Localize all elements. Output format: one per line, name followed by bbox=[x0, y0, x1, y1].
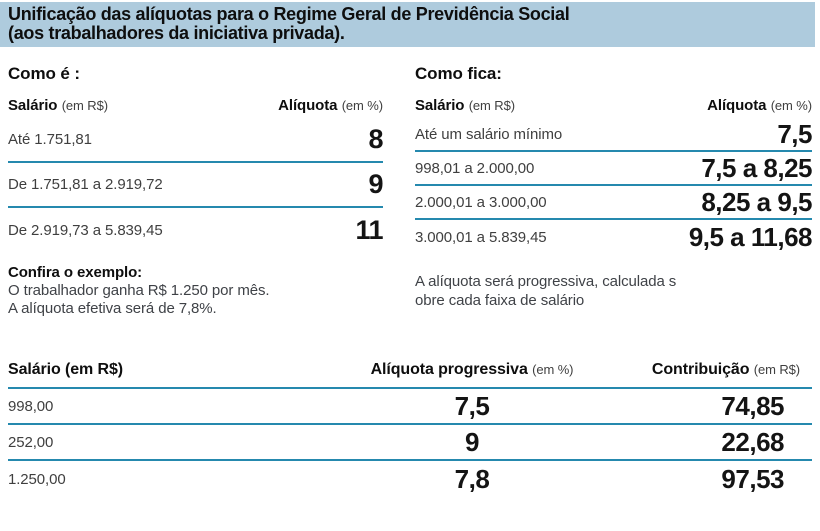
progressive-rate-column-header bbox=[332, 361, 612, 379]
rate-value: 9 bbox=[368, 169, 383, 199]
header-title-line1: Unificação das alíquotas para o Regime Geral de Previdência Social bbox=[8, 4, 570, 24]
table-row bbox=[8, 208, 383, 253]
example-title: Confira o exemplo: bbox=[8, 264, 143, 281]
salary-range: Até um salário mínimo bbox=[415, 125, 563, 143]
contribution-header-label: Contribuição bbox=[651, 361, 750, 378]
salary-range: 3.000,01 a 5.839,45 bbox=[415, 228, 547, 246]
contribution-value: 74,85 bbox=[721, 390, 784, 421]
table-row bbox=[415, 152, 812, 186]
rate-value: 11 bbox=[355, 215, 383, 245]
section-title-como-fica: Como fica: bbox=[415, 64, 502, 83]
progressive-note bbox=[415, 272, 812, 310]
rate-value: 7,5 a 8,25 bbox=[701, 152, 812, 183]
table-row bbox=[8, 163, 383, 208]
rate-header-unit: (em %) bbox=[341, 98, 383, 113]
salary-range: 2.000,01 a 3.000,00 bbox=[415, 193, 547, 211]
salary-value: 1.250,00 bbox=[8, 470, 66, 488]
rate-header-label: Alíquota bbox=[707, 97, 767, 114]
salary-column-header bbox=[415, 97, 515, 115]
rate-value: 7,5 bbox=[777, 118, 812, 149]
salary-column-header bbox=[8, 97, 108, 115]
salary-range: De 2.919,73 a 5.839,45 bbox=[8, 222, 163, 239]
rate-value: 8,25 a 9,5 bbox=[701, 186, 812, 217]
salary-column-header bbox=[8, 361, 332, 379]
rate-column-header bbox=[707, 97, 812, 115]
contribution-value: 97,53 bbox=[721, 463, 784, 494]
new-table-header bbox=[415, 97, 812, 118]
note-line2: obre cada faixa de salário bbox=[415, 292, 585, 309]
salary-header-label: Salário bbox=[8, 97, 58, 114]
current-table-header bbox=[8, 97, 383, 118]
example-line2: A alíquota efetiva será de 7,8%. bbox=[8, 300, 217, 317]
header-title-line2: (aos trabalhadores da iniciativa privada). bbox=[8, 23, 345, 43]
table-row bbox=[8, 461, 812, 497]
section-title-como-e: Como é : bbox=[8, 64, 80, 83]
example-block bbox=[8, 263, 383, 318]
rate-column-header bbox=[278, 97, 383, 115]
bottom-table-header bbox=[8, 361, 812, 389]
salary-header-unit: (em R$) bbox=[468, 98, 515, 113]
salary-header-label: Salário bbox=[415, 97, 465, 114]
two-column-area bbox=[0, 47, 820, 318]
rate-header-unit: (em %) bbox=[532, 362, 574, 377]
table-row bbox=[415, 118, 812, 152]
salary-header-label: Salário (em R$) bbox=[8, 361, 123, 378]
salary-value: 998,00 bbox=[8, 397, 54, 415]
contribution-value: 22,68 bbox=[721, 426, 784, 457]
rate-header-unit: (em %) bbox=[770, 98, 812, 113]
rate-header-label: Alíquota bbox=[278, 97, 338, 114]
rate-value: 9,5 a 11,68 bbox=[688, 221, 812, 252]
rate-value: 7,5 bbox=[454, 390, 490, 421]
rate-value: 9 bbox=[465, 426, 479, 457]
contribution-column-header bbox=[612, 361, 812, 379]
header-band bbox=[0, 2, 815, 47]
salary-range: Até 1.751,81 bbox=[8, 131, 92, 148]
salary-header-unit: (em R$) bbox=[61, 98, 108, 113]
example-line1: O trabalhador ganha R$ 1.250 por mês. bbox=[8, 282, 270, 299]
table-row bbox=[8, 118, 383, 163]
rate-header-label: Alíquota progressiva bbox=[370, 361, 528, 378]
rate-value: 7,8 bbox=[454, 463, 490, 494]
note-line1: A alíquota será progressiva, calculada s bbox=[415, 273, 677, 290]
table-row bbox=[415, 220, 812, 254]
contribution-example-table bbox=[8, 361, 812, 497]
salary-range: 998,01 a 2.000,00 bbox=[415, 159, 535, 177]
table-row bbox=[8, 389, 812, 425]
salary-value: 252,00 bbox=[8, 433, 54, 451]
table-row bbox=[8, 425, 812, 461]
new-rates-section bbox=[415, 47, 812, 318]
contribution-header-unit: (em R$) bbox=[753, 362, 800, 377]
salary-range: De 1.751,81 a 2.919,72 bbox=[8, 176, 163, 193]
table-row bbox=[415, 186, 812, 220]
rate-value: 8 bbox=[368, 124, 383, 154]
current-rates-section bbox=[8, 47, 383, 318]
